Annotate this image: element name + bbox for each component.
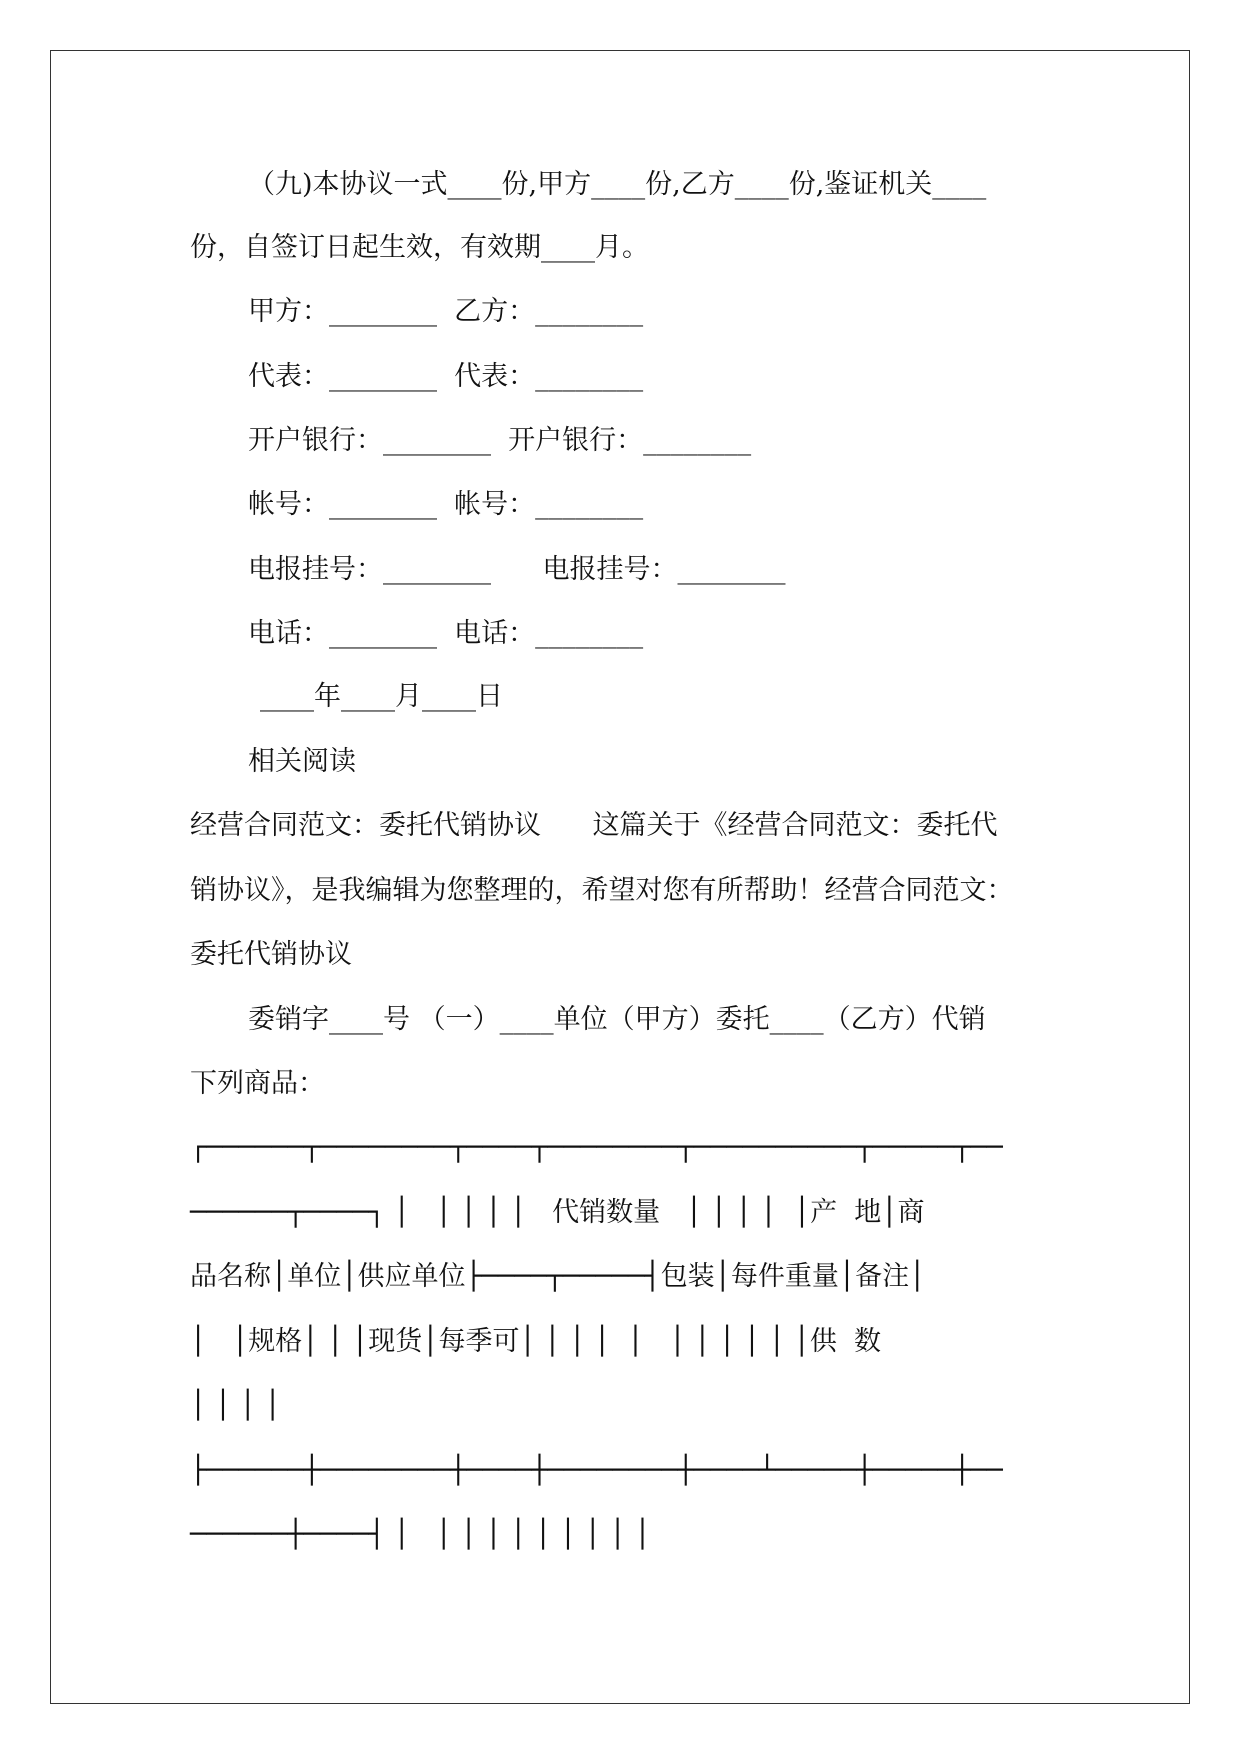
goods-table-line-3: 品名称│单位│供应单位├────┬─────┤包装│每件重量│备注│: [190, 1261, 926, 1292]
goods-table-line-7: ──────┼────┤ │ │ │ │ │ │ │ │ │ │: [190, 1519, 651, 1550]
goods-table-line-5: │ │ │ │: [190, 1390, 281, 1421]
date-line: ____年____月____日: [260, 681, 503, 712]
clause-nine-line-1: （九)本协议一式____份,甲方____份,乙方____份,鉴证机关____: [248, 169, 987, 200]
agreement-intro-line-1: 委销字____号 （一）____单位（甲方）委托____（乙方）代销: [248, 1004, 986, 1035]
clause-nine-line-2: 份，自签订日起生效，有效期____月。: [190, 232, 649, 263]
goods-table-line-6: ├──────┼────────┼────┼────────┼────┴─────┼─────┼──: [190, 1455, 1003, 1486]
related-reading-heading: 相关阅读: [248, 746, 356, 777]
related-article-line-3: 委托代销协议: [190, 939, 352, 970]
signature-phone-line: 电话：________ 电话：________: [248, 618, 644, 649]
related-article-line-1: 经营合同范文：委托代销协议 这篇关于《经营合同范文：委托代: [190, 810, 998, 841]
signature-bank-line: 开户银行：________ 开户银行：________: [248, 425, 752, 456]
agreement-intro-line-2: 下列商品：: [190, 1068, 325, 1099]
signature-telegraph-line: 电报挂号：________ 电报挂号：________: [248, 554, 786, 585]
related-article-line-2: 销协议》，是我编辑为您整理的，希望对您有所帮助！经营合同范文：: [190, 875, 1014, 906]
signature-party-line: 甲方：________ 乙方：________: [248, 296, 644, 327]
goods-table-line-2: ──────┬────┐ │ │ │ │ │ 代销数量 │ │ │ │ │产 地│商: [190, 1197, 925, 1228]
signature-representative-line: 代表：________ 代表：________: [248, 361, 644, 392]
signature-account-line: 帐号：________ 帐号：________: [248, 489, 644, 520]
goods-table-line-4: │ │规格│ │ │现货│每季可│ │ │ │ │ │ │ │ │ │ │供 数: [190, 1326, 881, 1357]
goods-table-line-1: ┌──────┬────────┬────┬────────┬──────────┬─────┬──: [190, 1132, 1003, 1163]
